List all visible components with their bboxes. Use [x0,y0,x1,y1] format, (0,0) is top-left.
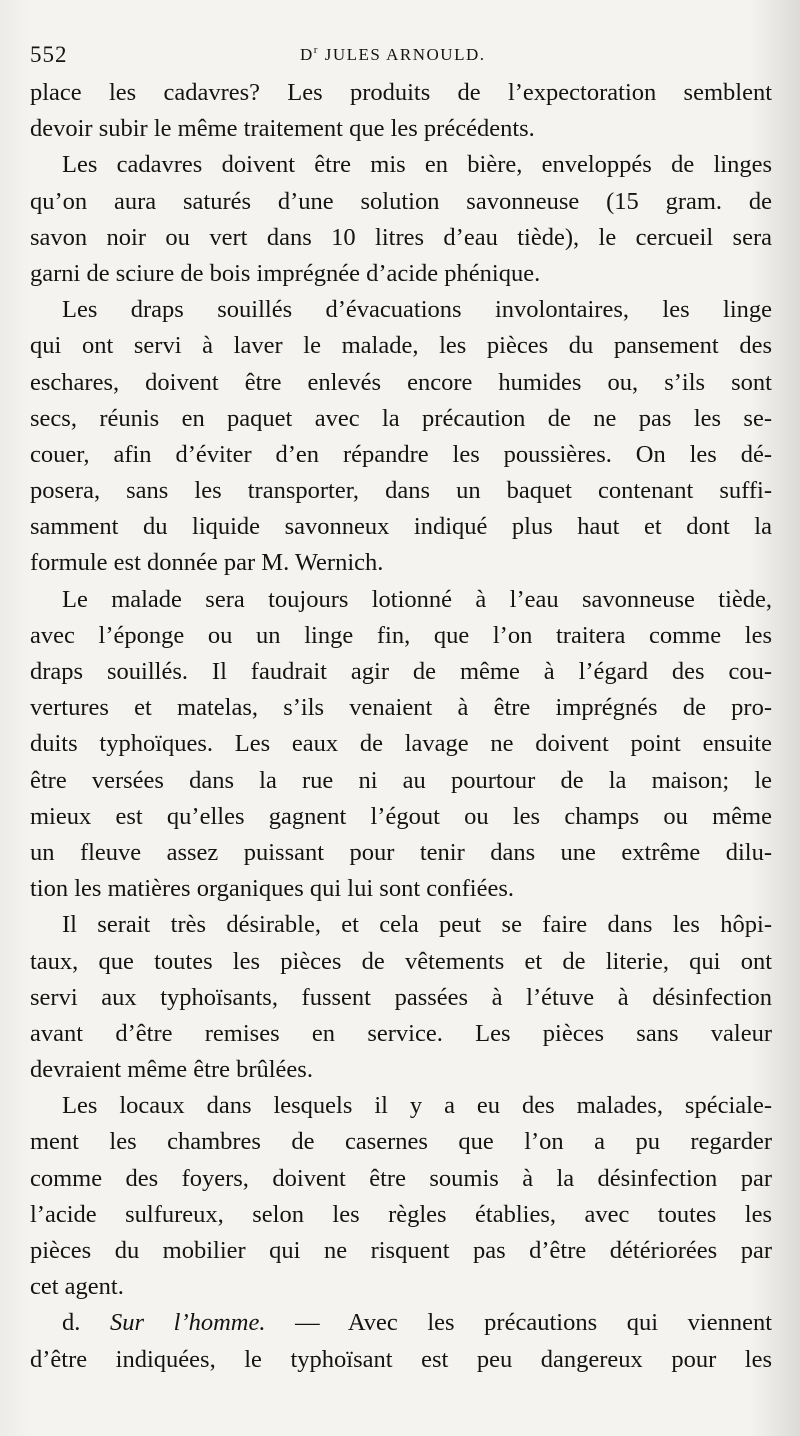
text-line: devraient même être brûlées. [30,1056,313,1084]
text-line: garni de sciure de bois imprégnée d’acide phénique. [30,259,541,287]
text-line: formule est donnée par M. Wernich. [30,549,384,577]
page-number: 552 [30,42,68,67]
text-line: taux, que toutes les pièces de vêtements et de literie, qui ont [30,947,772,975]
text-line: être versées dans la rue ni au pourtour de la maison; le [30,766,772,794]
text-line: qui ont servi à laver le malade, les pièces du pansement des [30,332,772,360]
running-head-author [300,44,486,65]
author-name: JULES ARNOULD. [324,45,486,64]
line-text: — Avec les précautions qui viennent [265,1309,772,1337]
body-text [30,75,772,1378]
text-line: place les cadavres? Les produits de l’expectoration semblent [30,79,772,106]
author-prefix-superscript: r [313,44,319,56]
text-line: cet agent. [30,1273,124,1301]
author-prefix: D [300,45,314,64]
text-line: Il serait très désirable, et cela peut se faire dans les hôpi- [62,911,772,939]
text-line: savon noir ou vert dans 10 litres d’eau tiède), le cercueil sera [30,223,772,251]
text-line: qu’on aura saturés d’une solution savonneuse (15 gram. de [30,187,772,215]
text-line: ment les chambres de casernes que l’on a pu regarder [30,1128,772,1156]
text-line: couer, afin d’éviter d’en répandre les poussières. On les dé- [30,440,772,468]
text-line: un fleuve assez puissant pour tenir dans une extrême dilu- [30,838,772,866]
section-marker: d. [62,1309,110,1337]
text-line: eschares, doivent être enlevés encore humides ou, s’ils sont [30,368,772,396]
text-line: Les draps souillés d’évacuations involontaires, les linge [62,296,772,324]
text-line: comme des foyers, doivent être soumis à la désinfection par [30,1164,772,1192]
text-line: posera, sans les transporter, dans un baquet contenant suffi- [30,477,772,505]
section-title: Sur l’homme. [110,1309,266,1337]
text-line [30,1305,772,1341]
text-line: Les locaux dans lesquels il y a eu des malades, spéciale- [62,1092,772,1120]
text-line: secs, réunis en paquet avec la précaution de ne pas les se- [30,404,772,432]
text-line: avec l’éponge ou un linge fin, que l’on traitera comme les [30,621,772,649]
text-line: Les cadavres doivent être mis en bière, enveloppés de linges [62,151,772,179]
text-line: samment du liquide savonneux indiqué plus haut et dont la [30,513,772,541]
text-line: avant d’être remises en service. Les pièces sans valeur [30,1019,772,1047]
text-line: l’acide sulfureux, selon les règles établies, avec toutes les [30,1200,772,1228]
text-line: d’être indiquées, le typhoïsant est peu dangereux pour les [30,1345,772,1373]
text-line: duits typhoïques. Les eaux de lavage ne doivent point ensuite [30,730,772,758]
text-line: tion les matières organiques qui lui sont confiées. [30,875,515,903]
running-head [30,40,770,74]
text-line: Le malade sera toujours lotionné à l’eau savonneuse tiède, [62,585,772,613]
text-line: devoir subir le même traitement que les précédents. [30,115,535,143]
text-line: pièces du mobilier qui ne risquent pas d’être détériorées par [30,1237,772,1264]
text-line: draps souillés. Il faudrait agir de même à l’égard des cou- [30,658,772,685]
text-line: vertures et matelas, s’ils venaient à être imprégnés de pro- [30,694,772,722]
text-line: mieux est qu’elles gagnent l’égout ou les champs ou même [30,802,772,830]
text-line: servi aux typhoïsants, fussent passées à l’étuve à désinfection [30,983,772,1011]
